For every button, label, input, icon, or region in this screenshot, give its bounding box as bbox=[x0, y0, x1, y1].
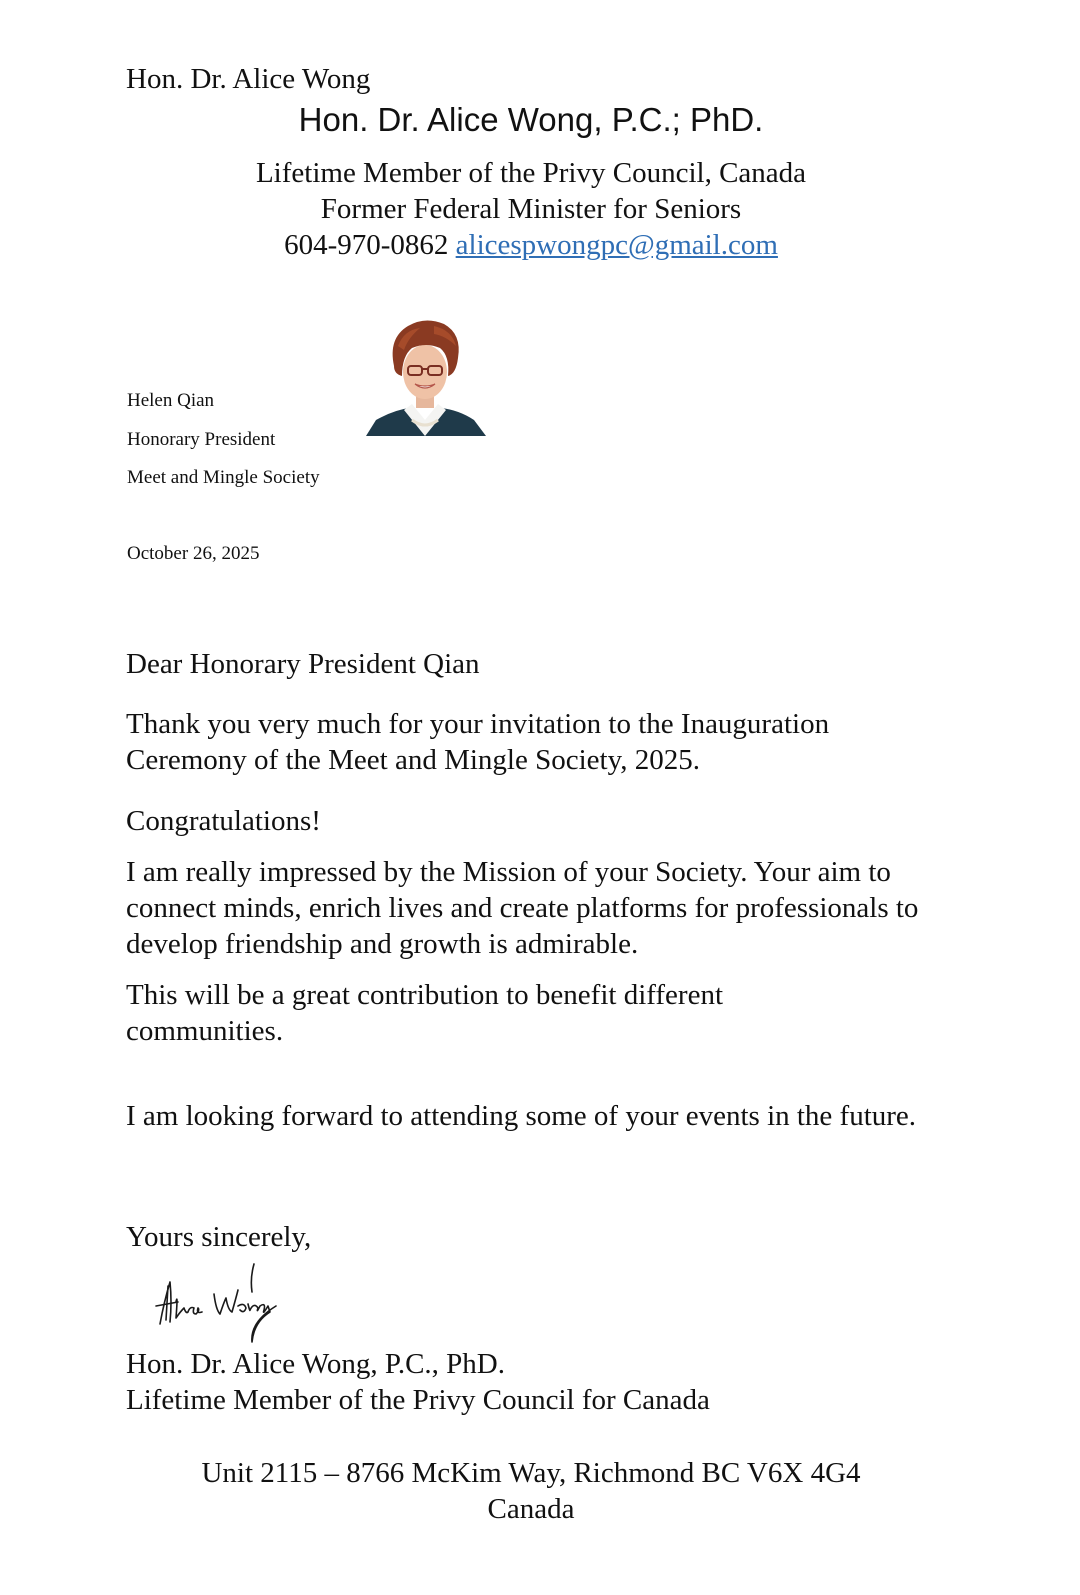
paragraph-looking-forward: I am looking forward to attending some of your events in the future. bbox=[126, 1100, 917, 1132]
portrait-photo bbox=[364, 316, 486, 436]
footer-address-line2: Canada bbox=[487, 1493, 575, 1525]
paragraph-contribution: This will be a great contribution to benefit different communities. bbox=[126, 979, 724, 1047]
handwritten-signature bbox=[150, 1262, 290, 1346]
paragraph-invitation-thanks: Thank you very much for your invitation to the Inauguration Ceremony of the Meet and Mingle Society, 2025. bbox=[126, 708, 830, 776]
email-link[interactable]: alicespwongpc@gmail.com bbox=[455, 229, 778, 261]
closing: Yours sincerely, bbox=[126, 1221, 312, 1253]
letterhead-former-minister-line: Former Federal Minister for Seniors bbox=[320, 193, 742, 225]
footer-address-line1: Unit 2115 – 8766 McKim Way, Richmond BC V6X 4G4 bbox=[201, 1457, 861, 1489]
portrait-icon bbox=[364, 316, 486, 436]
recipient-name: Helen Qian bbox=[127, 390, 215, 411]
signature-icon bbox=[150, 1262, 290, 1346]
salutation: Dear Honorary President Qian bbox=[126, 648, 480, 680]
signature-name-line: Hon. Dr. Alice Wong, P.C., PhD. bbox=[126, 1348, 505, 1380]
paragraph-mission: I am really impressed by the Mission of your Society. Your aim to connect minds, enrich lives and create platforms for professionals to develop friendship and growth is admirable. bbox=[126, 856, 919, 960]
letterhead-contact-line bbox=[0, 228, 1062, 262]
recipient-title: Honorary President bbox=[127, 429, 276, 450]
letter-date: October 26, 2025 bbox=[127, 543, 260, 564]
signature-title-line: Lifetime Member of the Privy Council for Canada bbox=[126, 1384, 710, 1416]
recipient-organization: Meet and Mingle Society bbox=[127, 467, 320, 488]
letterhead-name-title: Hon. Dr. Alice Wong, P.C.; PhD. bbox=[298, 101, 764, 138]
letterhead-privy-council-line: Lifetime Member of the Privy Council, Canada bbox=[255, 157, 807, 189]
phone-number: 604-970-0862 bbox=[284, 229, 449, 261]
top-sender-name: Hon. Dr. Alice Wong bbox=[126, 63, 371, 95]
paragraph-congratulations: Congratulations! bbox=[126, 805, 321, 837]
